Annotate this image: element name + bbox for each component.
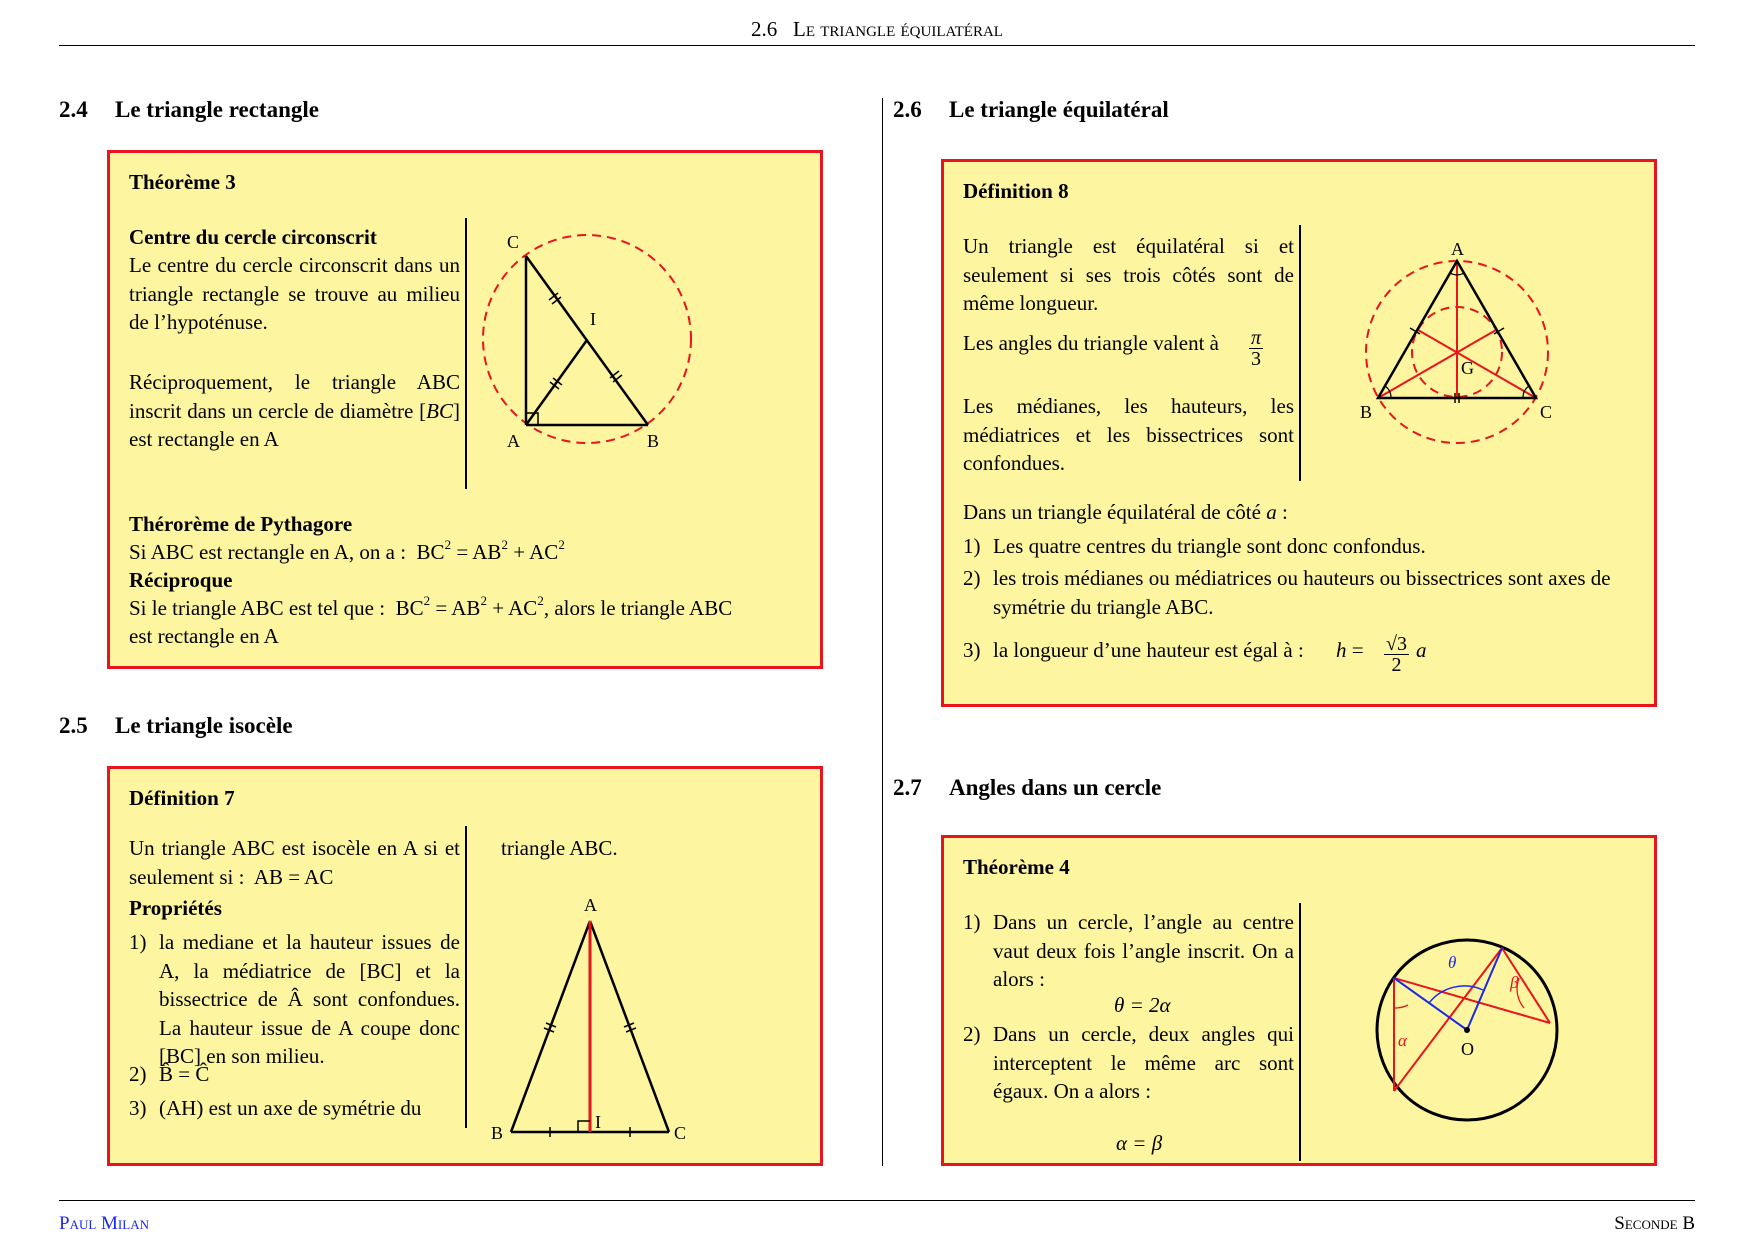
equation-theta: θ = 2α [1114,993,1171,1017]
footer-rule [59,1200,1695,1201]
right-angle-mark [578,1121,590,1132]
column-divider [882,98,883,1166]
equation-alpha-beta: α = β [1116,1131,1163,1155]
angles-statement: Les angles du triangle valent à [963,331,1219,355]
height-formula-a: a [1416,638,1427,662]
section-number: 2.6 [893,97,922,122]
footer-author: Paul Milan [59,1213,149,1234]
label-a: A [584,895,597,915]
subheading-properties: Propriétés [129,896,222,920]
label-g: G [1461,358,1474,378]
equilateral-definition: Un triangle est équilatéral si et seulement si ses trois côtés sont de même longueur. [963,234,1294,315]
label-i: I [595,1112,601,1132]
isosceles-definition: Un triangle ABC est isocèle en A si et seulement si : AB = AC [129,836,460,889]
side-ac [590,921,669,1132]
section-number: 2.5 [59,713,88,738]
sqrt3-over-two: $\frac{√3}{2}$ [1386,633,1407,676]
label-b: B [647,431,660,451]
subheading-converse: Réciproque [129,568,233,592]
section-heading-2-4 [59,97,319,123]
section-heading-2-7 [893,775,1161,801]
circle-angles-figure [1374,938,1559,1123]
section-heading-2-5 [59,713,293,739]
label-c: C [1540,402,1553,422]
section-title: Le triangle rectangle [115,97,319,122]
equilateral-triangle-figure [1360,239,1556,448]
box-title: Définition 8 [963,179,1069,203]
header-rule [59,45,1695,46]
section-number: 2.4 [59,97,88,122]
theorem-3-box [107,150,823,669]
height-formula-lhs: h = [1336,638,1364,662]
label-o: O [1461,1039,1474,1059]
label-b: B [491,1123,504,1143]
definition-8-box: Définition 8 Un triangle est équilatéral si et seulement si ses trois côtés sont de même longueur. Les angles du triangle valent à $\frac{\pi}{3}$ Les médianes, les hauteurs, les médiatrices et les bissectrices sont confondues. A B C G Dans un triangle équilatéral de côté a : 1) Les quatre centres du triangle sont donc confondus. 2) les trois médianes ou médiatrices ou hauteurs ou bissectrices sont axes de symétrie du triangle ABC. 3) la longueur d’une hauteur est égal à : h = $\frac{√3}{2}$ a [941,159,1657,707]
subheading-pythagoras: Thérorème de Pythagore [129,512,353,536]
section-title: Angles dans un cercle [949,775,1162,800]
section-title: Le triangle isocèle [115,713,293,738]
medians [1378,261,1536,398]
label-c: C [507,232,520,252]
converse-statement: Si le triangle ABC est tel que : $BC^2 = AB^2 + AC^2$, alors le triangle ABC [129,593,733,620]
box-title: Théorème 4 [963,855,1070,879]
definition-7-box: Définition 7 Un triangle ABC est isocèle en A si et seulement si : AB = AC Propriétés 1) la mediane et la hauteur issues de A, la médiatrice de [BC] et la bissectrice de Â sont confondues. La hauteur issue de A coupe donc [BC] en son milieu. 2) B̂ = Ĉ 3) (AH) est un axe de symétrie du triangle ABC. A B C I [107,766,823,1166]
continued-text: triangle ABC. [501,836,618,860]
label-alpha: α [1398,1031,1407,1050]
circumcircle-paragraph: Le centre du cercle circonscrit dans un triangle rectangle se trouve au milieu de l’hypoténuse. [129,253,460,334]
running-header [0,17,1754,42]
theorem-4-box: Théorème 4 1) Dans un cercle, l’angle au centre vaut deux fois l’angle inscrit. On a alors : θ = 2α 2) Dans un cercle, deux angles qui interceptent le même arc sont égaux. On a alors : α = β θ β α O [941,835,1657,1166]
converse-statement-end: est rectangle en A [129,624,279,648]
label-a: A [1451,239,1464,259]
text-figure-divider [465,218,467,489]
side-ab [511,921,590,1132]
center-point [1464,1027,1470,1033]
footer-class: Seconde B [1614,1213,1695,1234]
subheading-circumcircle: Centre du cercle circonscrit [129,225,377,249]
section-number: 2.7 [893,775,922,800]
pythagoras-statement: Si ABC est rectangle en A, on a : $BC^2 = AB^2 + AC^2$ [129,537,565,564]
isosceles-triangle-figure [491,891,738,1143]
right-triangle-figure [507,232,710,466]
header-number: 2.6 [751,17,778,41]
header-title: Le triangle équilatéral [793,17,1003,41]
section-title: Le triangle équilatéral [949,97,1169,122]
box-title: Définition 7 [129,786,235,810]
converse-paragraph: Réciproquement, le triangle ABC inscrit dans un cercle de diamètre [BC] est rectangle en A [129,370,460,451]
lines-coincide-paragraph: Les médianes, les hauteurs, les médiatrices et les bissectrices sont confondues. [963,394,1294,475]
label-i: I [590,309,596,329]
label-a: A [507,431,520,451]
label-b: B [1360,402,1373,422]
label-theta: θ [1448,953,1457,972]
label-beta: β [1510,973,1519,992]
section-heading-2-6 [893,97,1169,123]
side-a-statement: Dans un triangle équilatéral de côté a : [963,500,1288,524]
pi-over-three: $\frac{\pi}{3}$ [1251,327,1262,370]
box-title: Théorème 3 [129,170,236,194]
text-figure-divider [1299,225,1301,481]
label-c: C [674,1123,687,1143]
text-figure-divider [465,826,467,1128]
text-figure-divider [1299,903,1301,1161]
